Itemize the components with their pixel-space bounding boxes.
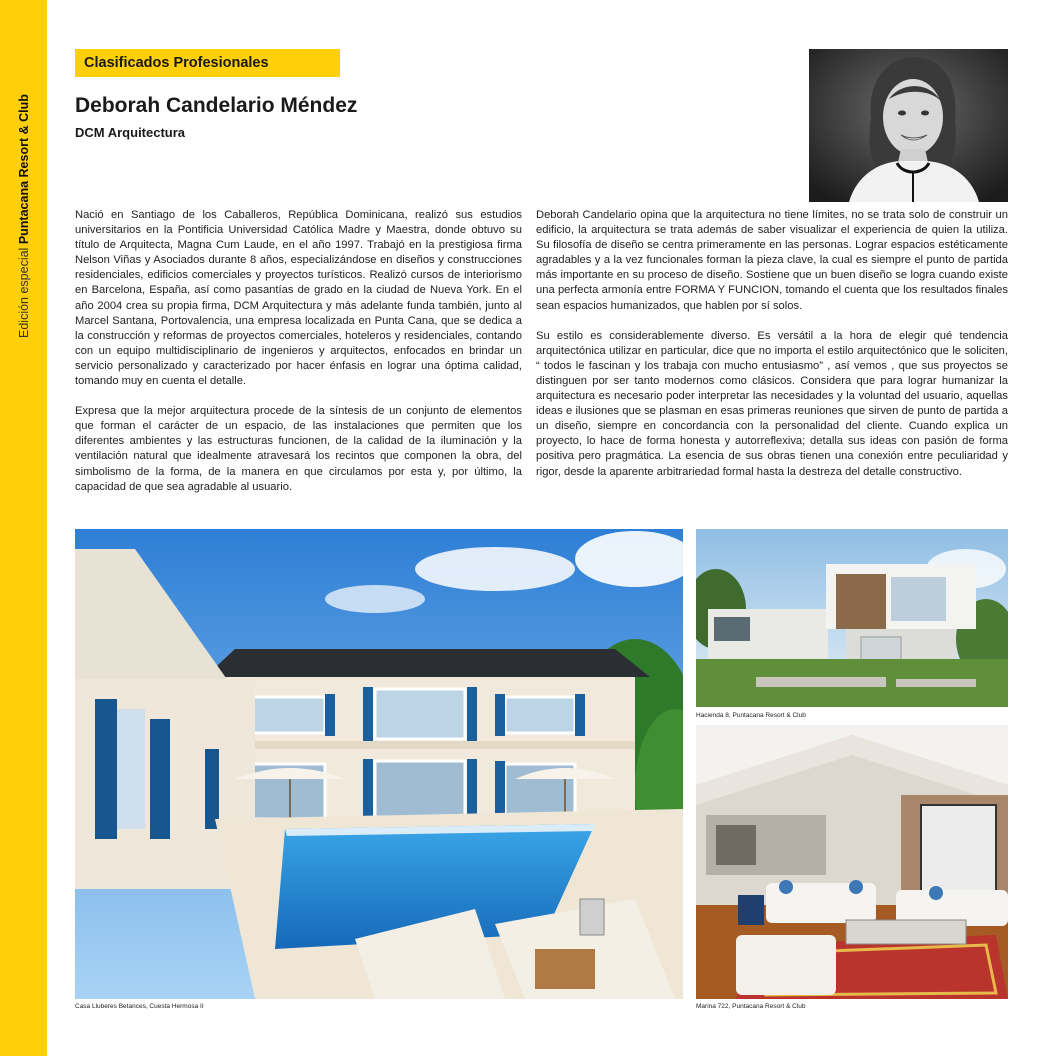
portrait-illustration [809,49,1008,202]
edition-label [16,94,36,638]
body-column-right [536,208,1008,495]
paragraph: Deborah Candelario opina que la arquitectura no tiene límites, no se trata solo de construir un edificio, la arquitectura se trata además de saber visualizar el experiencia de quien la utiliza. Su filosofía de diseño se centra primeramente en las personas. Lograr espacios estéticamente agradables y a la vez funcionales forman la pieza clave, la cual es siempre el punto de partida más importante en su proceso de diseño. Sostiene que un buen diseño se logra cuando existe una perfecta armonía entre FORMA Y FUNCION, tomando el cuenta que los resultados finales sean espacios humanizados, que hablen por sí solos. [536,209,1008,312]
portrait-photo [809,49,1008,202]
caption-top-right-photo: Hacienda 8, Puntacana Resort & Club [696,712,806,719]
section-tag: Clasificados Profesionales [75,49,340,77]
paragraph: Su estilo es considerablemente diverso. Es versátil a la hora de elegir qué tendencia arquitectónica utilizar en particular, dice que no importa el estilo arquitectónico que le soliciten, “ todos le fascinan y los trabaja con mucho entusiasmo” , así vemos , que sus proyectos se distinguen por ser tanto modernos como clásicos. Considera que para lograr humanizar la arquitectura es necesario poder interpretar las necesidades y la voluntad del usuario, aquellas ideas e ilusiones que se plasman en esas primeras reuniones que sirven de punto de partida a un diseño, siempre en concordancia con la personalidad del cliente. Cuando explica un proyecto, lo hace de forma honesta y autorreflexiva; detalla sus ideas con pasión de forma positiva pero pragmática. La esencia de sus obras tienen una conexión entre peculiaridad y rigor, desde la aparente arbitrariedad formal hasta la destreza del detalle constructivo. [536,329,1008,478]
caption-main-photo: Casa Lluberes Betances, Cuesta Hermosa II [75,1003,204,1010]
living-room-photo [696,725,1008,999]
paragraph: Expresa que la mejor arquitectura procede de la síntesis de un conjunto de elementos que forman el carácter de un espacio, de las instalaciones que permiten que los diferentes ambientes y las estructuras funcionen, de la calidad de la iluminación y la ventilación natural que idealmente atravesará los recintos que componen la obra, del simbolismo de la forma, de la manera en que circulamos por esta y, por último, la capacidad de que sea agradable al usuario. [75,405,522,493]
paragraph: Nació en Santiago de los Caballeros, República Dominicana, realizó sus estudios universitarios en la Pontificia Universidad Católica Madre y Maestra, donde obtuvo su título de Arquitecta, Magna Cum Laude, en el año 1997. Trabajó en la prestigiosa firma Nelson Viñas y Asociados durante 8 años, especializándose en diseños y construcciones residenciales, edificios comerciales y proyectos turísticos. Realizó cursos de interiorismo en Barcelona, España, así como pasantías de grado en la ciudad de Nueva York. En el año 2004 crea su propia firma, DCM Arquitectura y más adelante funda también, junto al Marcel Santana, Portovalencia, una empresa localizada en Punta Cana, que se dedica a la construcción y reformas de proyectos comerciales, hoteleros y residenciales, contando con un equipo multidisciplinario de ingenieros y arquitectos, enfocados en brindar un servicio personalizado y caracterizado por hacer énfasis en lograr una óptima calidad, tomando muy en cuenta el detalle. [75,209,522,388]
profile-name: Deborah Candelario Méndez [75,94,358,117]
edition-light-text: Edición especial [17,247,31,338]
caption-bottom-right-photo: Marina 722, Puntacana Resort & Club [696,1003,806,1010]
profile-company: DCM Arquitectura [75,125,186,140]
sidebar-band [0,0,47,1056]
body-column-left [75,208,522,510]
modern-house-photo [696,529,1008,707]
edition-bold-text: Puntacana Resort & Club [17,94,31,245]
villa-pool-photo [75,529,683,999]
